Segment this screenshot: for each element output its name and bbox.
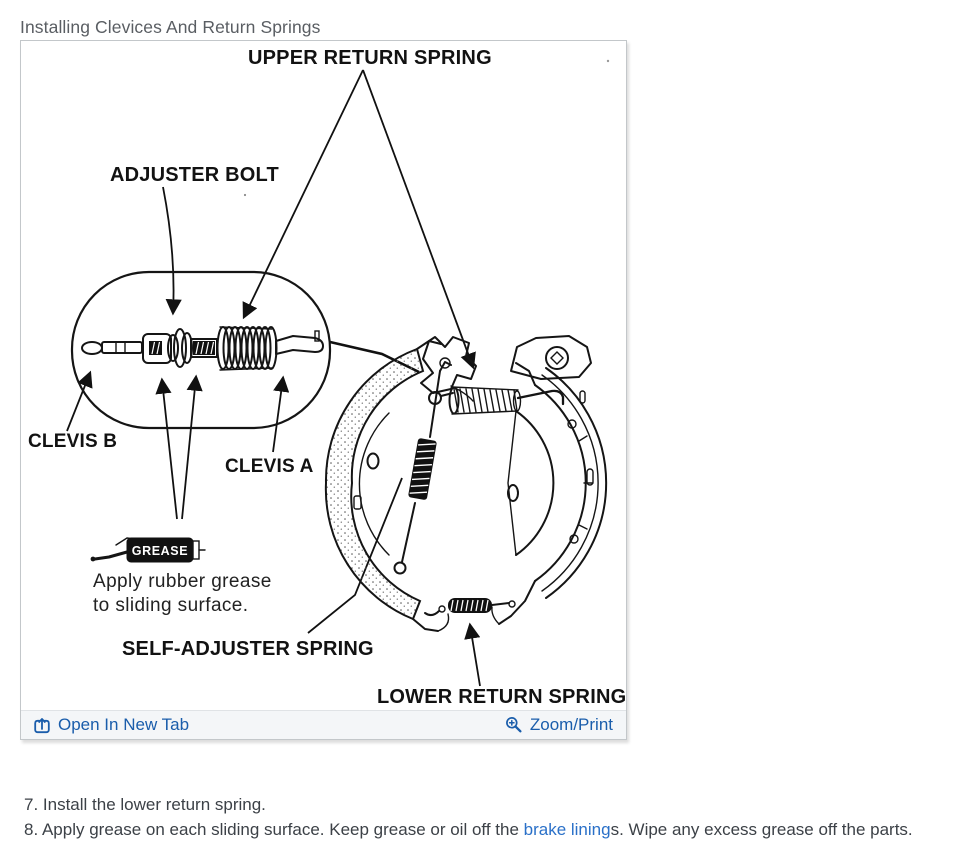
- open-in-new-tab-icon: [34, 717, 51, 734]
- scan-speck: [607, 60, 609, 62]
- adjuster-bolt-assembly: [82, 327, 323, 370]
- step8-text-after: s. Wipe any excess grease off the parts.: [610, 820, 913, 839]
- leader-arrows: [67, 70, 480, 686]
- step8-text-before: 8. Apply grease on each sliding surface. Keep grease or oil off the: [24, 820, 524, 839]
- brake-lining-link[interactable]: brake lining: [523, 820, 611, 839]
- self-adjuster-spring-coil: [395, 362, 452, 574]
- figure-toolbar: [21, 710, 626, 739]
- zoom-print-label: Zoom/Print: [529, 715, 613, 734]
- open-in-new-tab-link[interactable]: [34, 715, 189, 735]
- open-in-new-tab-label: Open In New Tab: [58, 715, 190, 734]
- brake-diagram-image: [21, 41, 626, 710]
- grease-tube: [91, 538, 205, 562]
- page-title: Installing Clevices And Return Springs: [20, 17, 321, 37]
- instructions: [24, 792, 964, 842]
- label-clevis-a: CLEVIS A: [225, 456, 314, 477]
- label-adjuster-bolt: ADJUSTER BOLT: [110, 164, 279, 186]
- label-lower-return-spring: LOWER RETURN SPRING: [377, 686, 626, 708]
- instruction-step-8: [24, 817, 964, 842]
- zoom-plus-icon: [505, 716, 523, 734]
- oval-callout: [72, 272, 330, 428]
- figure-panel: [20, 40, 627, 740]
- label-self-adjuster-spring: SELF-ADJUSTER SPRING: [122, 638, 374, 660]
- instruction-step-7: 7. Install the lower return spring.: [24, 795, 266, 814]
- brake-assembly: [326, 336, 606, 631]
- grease-tube-label: GREASE: [131, 544, 189, 558]
- label-clevis-b: CLEVIS B: [28, 431, 118, 452]
- brake-diagram-svg: [21, 41, 626, 710]
- zoom-print-link[interactable]: [505, 715, 613, 735]
- grease-note-line1: Apply rubber grease: [93, 571, 272, 592]
- label-upper-return-spring: UPPER RETURN SPRING: [248, 47, 492, 69]
- scan-speck: [244, 194, 246, 196]
- grease-note-line2: to sliding surface.: [93, 595, 249, 616]
